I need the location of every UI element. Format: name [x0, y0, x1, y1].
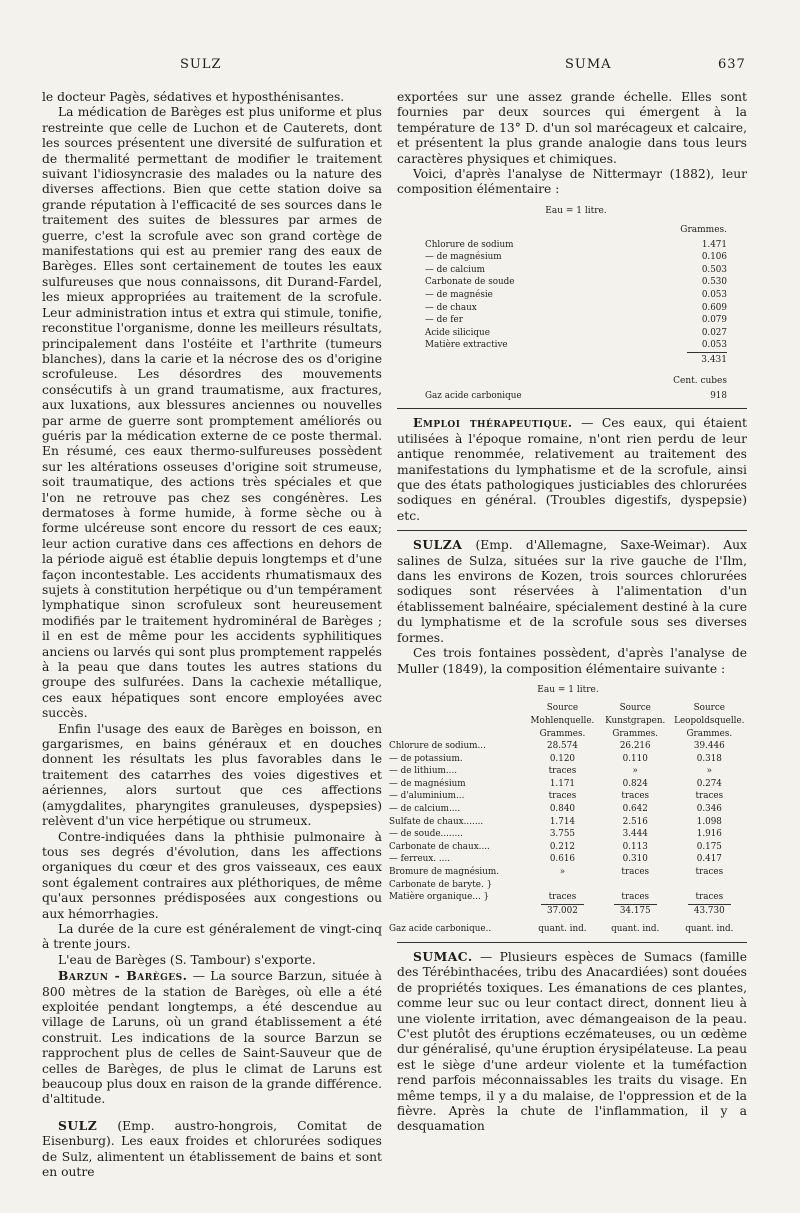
- entry-heading: Barzun - Barèges.: [58, 968, 188, 984]
- sumac-entry: [397, 949, 747, 1135]
- table-row: [389, 803, 747, 816]
- entry-heading: SULZA: [413, 537, 463, 553]
- table-row: [389, 765, 747, 778]
- paragraph: Ces trois fontaines possèdent, d'après l'analyse de Muller (1849), la composition élémentaire suivante :: [397, 646, 747, 676]
- component-value: traces: [695, 791, 724, 802]
- table-row: [389, 740, 747, 753]
- divider: [397, 530, 747, 531]
- component-value: 0.027: [701, 327, 727, 338]
- component-value: 0.274: [696, 778, 722, 789]
- entry-text: — Plusieurs espèces de Sumacs (famille des Térébinthacées, tribu des Anacardiées) sont douées de propriétés toxiques. Les émanations de ces plantes, comme leur suc ou leur contact direct, donnent lieu à une violente irritation, avec démangeaison de la peau. C'est plutôt des éruptions eczémateuses, ou un œdème dur généralisé, qu'une éruption érysipélateuse. La peau est le siège d'une ardeur violente et la tuméfaction rend parfois méconnaissables les traits du visage. En même temps, il y a du malaise, de l'oppression et de la fièvre. Après la chute de l'inflammation, il y a desquamation: [397, 950, 747, 1134]
- component-value: 0.053: [701, 340, 727, 351]
- component-value: traces: [621, 892, 650, 903]
- paragraph: L'eau de Barèges (S. Tambour) s'exporte.: [58, 952, 316, 967]
- component-name: — de soude........: [389, 829, 463, 840]
- paragraph: exportées sur une assez grande échelle. Elles sont fournies par deux sources qui émergent à la température de 13° D. d'un sol marécageux et calcaire, et présentent la plus grande analogie dans tous leurs caractères physiques et chimiques.: [397, 90, 747, 166]
- table-row: [389, 828, 747, 841]
- table-row: [389, 778, 747, 791]
- entry-heading: SULZ: [58, 1117, 98, 1133]
- entry-heading: SUMAC.: [413, 949, 473, 964]
- component-name: — de magnésie: [425, 290, 493, 301]
- divider: [397, 408, 747, 409]
- table-row: [425, 251, 727, 264]
- component-value: »: [559, 867, 566, 878]
- gas-name: Gaz acide carbonique..: [389, 924, 492, 935]
- table-row: [425, 327, 727, 340]
- component-name: Bromure de magnésium.: [389, 867, 500, 878]
- component-value: traces: [695, 867, 724, 878]
- divider: [397, 942, 747, 943]
- table-total: 3.431: [425, 352, 727, 368]
- component-name: Matière extractive: [425, 340, 508, 351]
- component-value: 2.516: [622, 816, 648, 827]
- component-value: traces: [548, 766, 577, 777]
- component-value: »: [632, 766, 638, 777]
- header-spacer: [389, 715, 526, 728]
- gas-unit: Cent. cubes: [673, 376, 727, 387]
- component-name: — de magnésium: [425, 252, 502, 263]
- total-text: 43.730: [688, 904, 731, 918]
- header-spacer: [389, 702, 526, 715]
- component-name: — ferreux. ....: [389, 854, 451, 865]
- component-value: traces: [695, 892, 724, 903]
- total-value: [672, 904, 747, 918]
- component-name: — d'aluminium...: [389, 791, 465, 802]
- paragraph: Contre-indiquées dans la phthisie pulmonaire à tous ses degrés d'évolution, dans les affections organiques du cœur et des gros vaisseaux, ces eaux sont également contraires aux pléthoriques, de même qu'aux personnes prédisposées aux congestions ou aux hémorrhagies.: [42, 829, 382, 921]
- component-value: [672, 879, 747, 892]
- source-header: Grammes.: [539, 728, 586, 739]
- component-value: 0.609: [701, 302, 727, 313]
- total-text: 37.002: [541, 904, 584, 918]
- table-caption: Eau = 1 litre.: [537, 684, 599, 695]
- table-row: [389, 891, 747, 904]
- component-value: 0.212: [549, 841, 576, 852]
- component-name: — de magnésium: [389, 778, 466, 789]
- composition-table: [425, 239, 727, 352]
- analysis-table-sulza: [389, 683, 747, 936]
- right-column: [389, 90, 747, 1135]
- header-spacer: [389, 728, 526, 741]
- component-value: 0.079: [701, 315, 727, 326]
- component-value: 0.616: [549, 854, 576, 865]
- component-value: traces: [621, 867, 650, 878]
- entry-text: (Emp. austro-hongrois, Comitat de Eisenburg). Les eaux froides et chlorurées sodiques de Sulz, alimentent un établissement de bains et sont en outre: [42, 1118, 382, 1180]
- table-row: [389, 879, 747, 892]
- source-header: Grammes.: [612, 728, 659, 739]
- totals-row: [389, 904, 747, 918]
- component-value: 0.120: [549, 753, 576, 764]
- source-header: Mohlenquelle.: [530, 715, 595, 726]
- component-name: Chlorure de sodium...: [389, 741, 486, 752]
- component-value: 0.110: [622, 753, 648, 764]
- entry-text: — La source Barzun, située à 800 mètres de la station de Barèges, où elle a été exploitée pendant longtemps, a été descendue au village de Laruns, où un grand établissement a été construit. Les indications de la source Barzun se rapprochent plus de celles de Saint-Sauveur que de celles de Barèges, de plus le climat de Laruns est beaucoup plus doux en raison de la grande différence. d'altitude.: [42, 969, 382, 1107]
- entry-heading: Emploi thérapeutique.: [413, 415, 573, 431]
- gas-value: quant. ind.: [611, 924, 660, 935]
- table-row: [425, 302, 727, 315]
- gas-value: quant. ind.: [538, 924, 587, 935]
- component-value: 0.503: [701, 264, 727, 275]
- component-value: 0.113: [622, 841, 648, 852]
- component-value: [599, 879, 672, 892]
- sulza-entry: [397, 537, 747, 646]
- running-head-left: SULZ: [180, 57, 222, 72]
- entry-text: (Emp. d'Allemagne, Saxe-Weimar). Aux salines de Sulza, situées sur la rive gauche de l'Ilm, dans les environs de Kozen, trois sources chlorurées sodiques sont réservées à l'alimentation d'un établissement balnéaire, spécialement destiné à la cure du lymphatisme et de la scrofule sous ses diverses formes.: [397, 538, 747, 645]
- header-row: [389, 728, 747, 741]
- gas-value: quant. ind.: [685, 924, 734, 935]
- entry-text: — Ces eaux, qui étaient utilisées à l'époque romaine, n'ont rien perdu de leur antique renommée, relativement au traitement des manifestations du lymphatisme et de la scrofule, ainsi que des états pathologiques justiciables des chlorurées sodiques en général. (Troubles digestifs, dyspepsie) etc.: [397, 416, 747, 523]
- component-value: [526, 879, 599, 892]
- source-header: Grammes.: [686, 728, 733, 739]
- composition-table: [389, 702, 747, 936]
- source-header: Source: [619, 703, 651, 714]
- paragraph: Voici, d'après l'analyse de Nittermayr (1882), leur composition élémentaire :: [397, 167, 747, 197]
- component-value: 0.824: [622, 778, 648, 789]
- component-value: traces: [548, 791, 577, 802]
- table-row: [425, 264, 727, 277]
- source-header: Source: [546, 703, 579, 714]
- component-name: — de potassium.: [389, 753, 463, 764]
- barzun-entry: [42, 968, 382, 1108]
- component-name: — de calcium....: [389, 804, 461, 815]
- component-value: 39.446: [693, 741, 725, 752]
- table-unit: Grammes.: [680, 225, 727, 236]
- total-value: [526, 904, 599, 918]
- component-value: 1.471: [701, 239, 727, 250]
- table-row: [425, 339, 727, 352]
- table-row: [389, 816, 747, 829]
- component-name: Sulfate de chaux.......: [389, 816, 484, 827]
- gas-name: Gaz acide carbonique: [425, 390, 522, 401]
- component-value: 0.318: [696, 753, 722, 764]
- component-name: Matière organique... }: [389, 892, 490, 903]
- component-name: Carbonate de soude: [425, 277, 515, 288]
- header-row: [389, 715, 747, 728]
- component-value: 0.175: [696, 841, 722, 852]
- component-value: 26.216: [619, 741, 651, 752]
- table-row: [425, 276, 727, 289]
- component-value: 0.106: [701, 252, 727, 263]
- component-name: — de chaux: [425, 302, 477, 313]
- component-value: 0.346: [696, 804, 722, 815]
- component-value: 0.840: [549, 804, 576, 815]
- left-column: [42, 90, 382, 1180]
- component-value: 1.171: [549, 778, 576, 789]
- analysis-table-sulz: [425, 204, 727, 403]
- component-value: 3.755: [549, 829, 576, 840]
- gas-row: [425, 390, 727, 403]
- component-value: traces: [548, 892, 577, 903]
- paragraph: La médication de Barèges est plus uniforme et plus restreinte que celle de Luchon et de Cauterets, dont les sources présentent une diversité de sulfuration et de thermalité permettant de modifier le traitement suivant l'idiosyncrasie des malades ou la nature des diverses affections. Bien que cette station doive sa grande réputation à l'efficacité de ses sources dans le traitement des suites de blessures par armes de guerre, c'est la scrofule avec son grand cortège de manifestations qui est au premier rang des eaux de Barèges. Elles sont certainement de toutes les eaux sulfureuses que nous connaissons, dit Durand-Fardel, les mieux appropriées au traitement de la scrofule. Leur administration intus et extra qui stimule, tonifie, reconstitue l'organisme, donne les meilleurs résultats, principalement dans l'ostéite et l'arthrite (tumeurs blanches), dans la carie et la nécrose des os d'origine scrofuleuse. Les désordres des mouvements consécutifs à un grand traumatisme, aux fractures, aux luxations, aux blessures anciennes ou nouvelles par arme de guerre sont promptement améliorés ou guéris par la médication externe de ce poste thermal. En résumé, ces eaux thermo-sulfureuses possèdent sur les altérations osseuses d'origine soit strumeuse, soit traumatique, des actions très spéciales et que l'on ne retrouve pas chez ses congénères. Les dermatoses à forme humide, à forme sèche ou à forme ulcéreuse sont encore du ressort de ces eaux; leur action curative dans ces affections en dehors de la période aiguë est établie depuis longtemps et d'une façon incontestable. Les accidents rhumatismaux des sujets à constitution herpétique ou d'un tempérament lymphatique sinon scrofuleux sont heureusement modifiés par le traitement hydrominéral de Barèges ; il en est de même pour les accidents syphilitiques anciens ou larvés qui sont plus promptement rappelés à la peau que dans toutes les autres stations du groupe des sulfurées. Dans la cachexie métallique, ces eaux hépatiques sont encore employées avec succès.: [42, 105, 382, 721]
- gas-value: 918: [710, 390, 727, 401]
- component-value: »: [706, 766, 712, 777]
- component-value: 0.642: [622, 804, 648, 815]
- source-header: Source: [693, 703, 725, 714]
- paragraph: Enfin l'usage des eaux de Barèges en boisson, en gargarismes, en bains généraux et en douches donnent les résultats les plus favorables dans le traitement des catarrhes des voies digestives et aériennes, alors surtout que ces affections (amygdalites, pharyngites granuleuses, dyspepsies) relèvent d'un vice herpétique ou strumeux.: [42, 721, 382, 829]
- table-row: [425, 239, 727, 252]
- table-row: [389, 753, 747, 766]
- component-value: 0.417: [696, 854, 722, 865]
- emploi-entry: [397, 415, 747, 524]
- page-number: 637: [718, 57, 746, 72]
- totals-spacer: [389, 904, 526, 918]
- component-name: — de fer: [425, 315, 463, 326]
- table-row: [389, 853, 747, 866]
- header-row: [389, 702, 747, 715]
- source-header: Leopoldsquelle.: [674, 715, 745, 726]
- table-row: [425, 314, 727, 327]
- running-head-center: SUMA: [565, 57, 612, 72]
- paragraph: le docteur Pagès, sédatives et hyposthénisantes.: [42, 90, 345, 104]
- table-row: [389, 790, 747, 803]
- sulz-entry: [42, 1118, 382, 1181]
- gas-row: [389, 917, 747, 936]
- component-value: 0.310: [622, 854, 648, 865]
- component-name: Carbonate de baryte. }: [389, 879, 493, 890]
- component-value: 28.574: [547, 741, 578, 752]
- component-value: 3.444: [622, 829, 648, 840]
- component-value: traces: [621, 791, 650, 802]
- table-row: [389, 866, 747, 879]
- component-name: Acide silicique: [425, 327, 490, 338]
- component-name: — de lithium....: [389, 766, 458, 777]
- source-header: Kunstgrapen.: [605, 715, 666, 726]
- component-value: 1.098: [696, 816, 722, 827]
- component-value: 0.053: [701, 290, 727, 301]
- paragraph: La durée de la cure est généralement de vingt-cinq à trente jours.: [42, 921, 382, 952]
- component-name: Chlorure de sodium: [425, 239, 514, 250]
- table-row: [389, 841, 747, 854]
- component-value: 1.916: [696, 829, 722, 840]
- component-name: Carbonate de chaux....: [389, 841, 490, 852]
- total-text: 34.175: [614, 904, 657, 918]
- table-caption: Eau = 1 litre.: [545, 205, 607, 216]
- total-value: [599, 904, 672, 918]
- table-row: [425, 289, 727, 302]
- component-name: — de calcium: [425, 264, 485, 275]
- component-value: 0.530: [701, 277, 727, 288]
- component-value: 1.714: [549, 816, 576, 827]
